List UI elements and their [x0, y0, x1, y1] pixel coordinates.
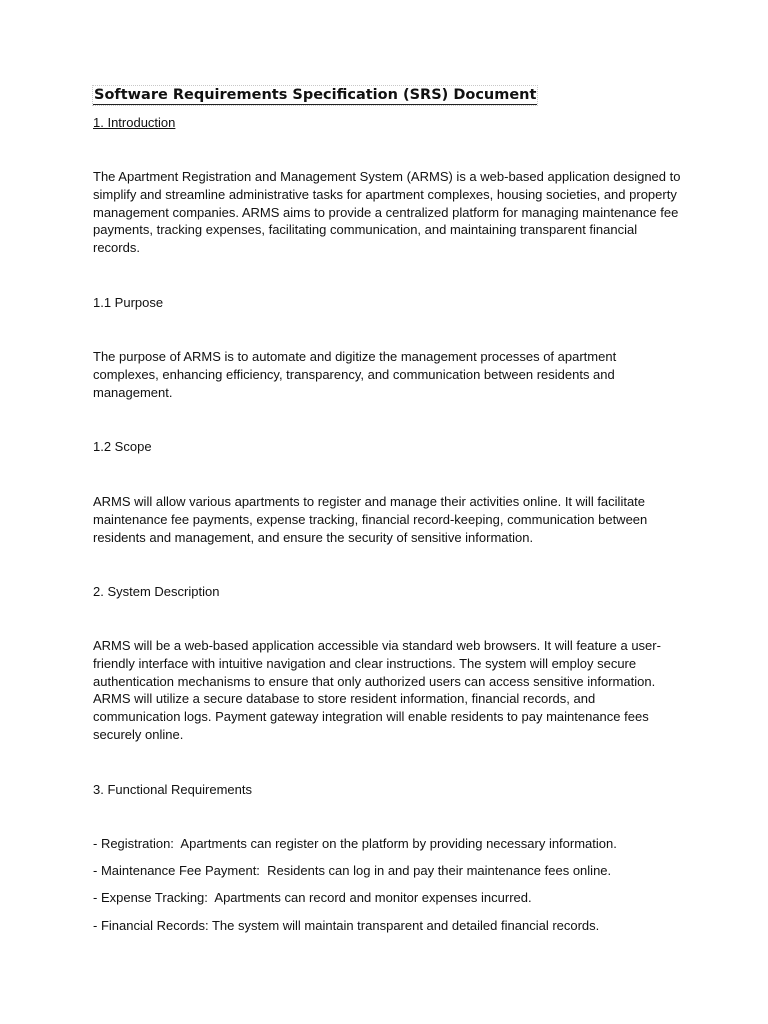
section-heading-functional-requirements: 3. Functional Requirements [93, 782, 252, 797]
requirement-item: - Maintenance Fee Payment: Residents can log in and pay their maintenance fees online. [93, 863, 612, 878]
section-heading-system-description: 2. System Description [93, 584, 220, 599]
scope-paragraph: ARMS will allow various apartments to register and manage their activities online. It will facilitate maintenance fee payments, expense tracking, financial record-keeping, communication between residents and management, and ensure the security of sensitive information. [93, 494, 648, 545]
introduction-paragraph: The Apartment Registration and Management System (ARMS) is a web-based application designed to simplify and streamline administrative tasks for apartment complexes, housing societies, and property management companies. ARMS aims to provide a centralized platform for managing maintenance fee payments, tracking expenses, facilitating communication, and maintaining transparent financial records. [93, 169, 681, 256]
requirement-item: - Financial Records: The system will maintain transparent and detailed financial records. [93, 918, 600, 933]
system-description-paragraph: ARMS will be a web-based application accessible via standard web browsers. It will feature a user-friendly interface with intuitive navigation and clear instructions. The system will employ secure authentication mechanisms to ensure that only authorized users can access sensitive information. ARMS will utilize a secure database to store resident information, financial records, and communication logs. Payment gateway integration will enable residents to pay maintenance fees securely online. [93, 638, 661, 742]
section-heading-introduction: 1. Introduction [93, 115, 176, 130]
section-heading-scope: 1.2 Scope [93, 439, 152, 454]
section-heading-purpose: 1.1 Purpose [93, 295, 164, 310]
purpose-paragraph: The purpose of ARMS is to automate and digitize the management processes of apartment complexes, enhancing efficiency, transparency, and communication between residents and management. [93, 349, 617, 400]
requirement-item: - Expense Tracking: Apartments can record and monitor expenses incurred. [93, 890, 532, 905]
document-title: Software Requirements Specification (SRS) Document [94, 87, 537, 103]
requirement-item: - Registration: Apartments can register on the platform by providing necessary information. [93, 836, 617, 851]
